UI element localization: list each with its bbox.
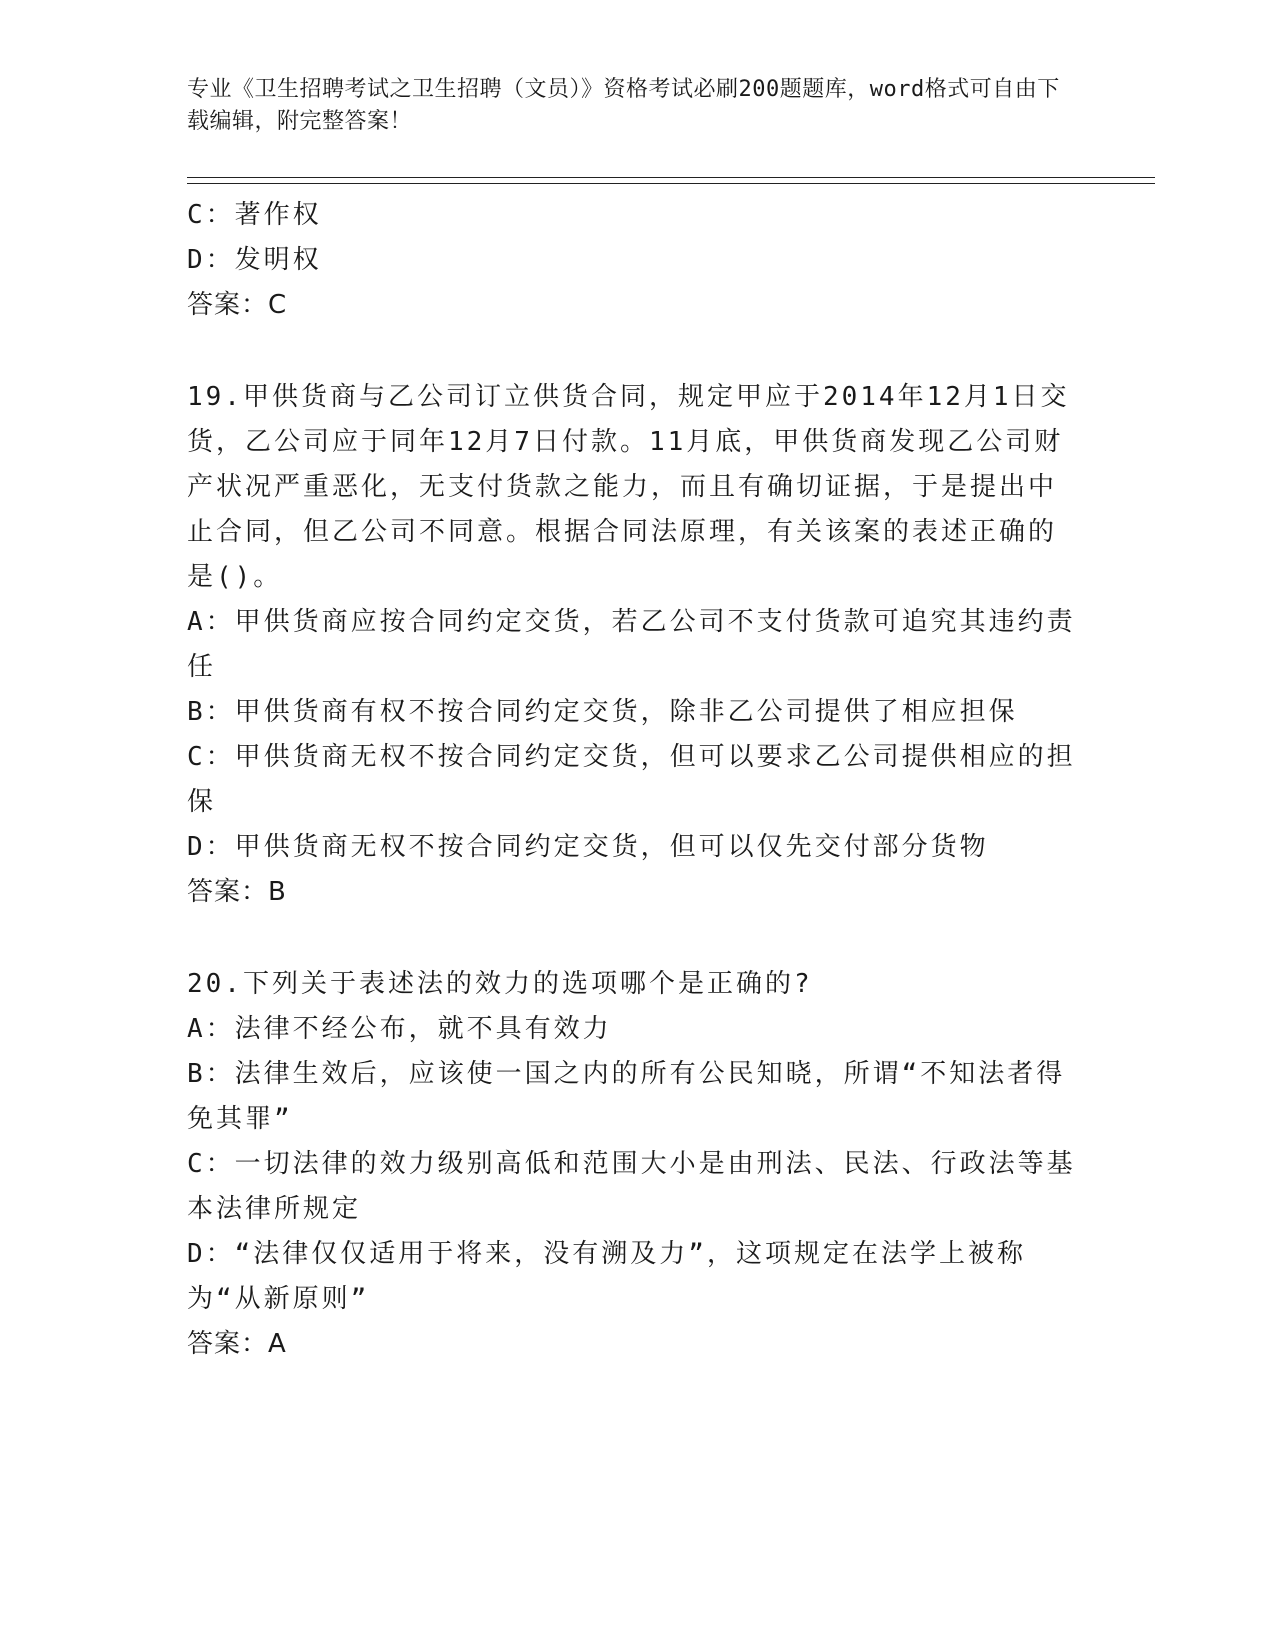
page-header: 专业《卫生招聘考试之卫生招聘（文员）》资格考试必刷200题题库，word格式可自由下载编辑，附完整答案！ [187,77,1060,134]
question-20 [187,962,1077,1367]
question-stem: 20.下列关于表述法的效力的选项哪个是正确的? [187,969,813,999]
question-19 [187,375,1077,915]
answer-line: 答案：C [187,290,288,320]
spacer [187,328,1077,375]
question-stem: 19.甲供货商与乙公司订立供货合同，规定甲应于2014年12月1日交货，乙公司应于同年12月7日付款。11月底，甲供货商发现乙公司财产状况严重恶化，无支付货款之能力，而且有确切证据，于是提出中止合同，但乙公司不同意。根据合同法原理，有关该案的表述正确的是()。 [187,382,1070,592]
option-c: C：一切法律的效力级别高低和范围大小是由刑法、民法、行政法等基本法律所规定 [187,1149,1076,1224]
option-a: A：甲供货商应按合同约定交货，若乙公司不支付货款可追究其违约责任 [187,607,1076,682]
option-b: B：法律生效后，应该使一国之内的所有公民知晓，所谓“不知法者得免其罪” [187,1059,1066,1134]
header-rule-top [187,177,1155,178]
option-b: B：甲供货商有权不按合同约定交货，除非乙公司提供了相应担保 [187,697,1018,727]
option-d: D：“法律仅仅适用于将来，没有溯及力”，这项规定在法学上被称为“从新原则” [187,1239,1026,1314]
answer-line: 答案：A [187,1329,287,1359]
question-content [187,193,1077,1367]
option-a: A：法律不经公布，就不具有效力 [187,1014,612,1044]
option-c: C：甲供货商无权不按合同约定交货，但可以要求乙公司提供相应的担保 [187,742,1076,817]
header-rule-bottom [187,183,1155,184]
answer-line: 答案：B [187,877,287,907]
previous-question [187,193,1077,328]
option-c: C：著作权 [187,200,322,230]
option-d: D：发明权 [187,245,322,275]
spacer [187,915,1077,962]
option-d: D：甲供货商无权不按合同约定交货，但可以仅先交付部分货物 [187,832,989,862]
